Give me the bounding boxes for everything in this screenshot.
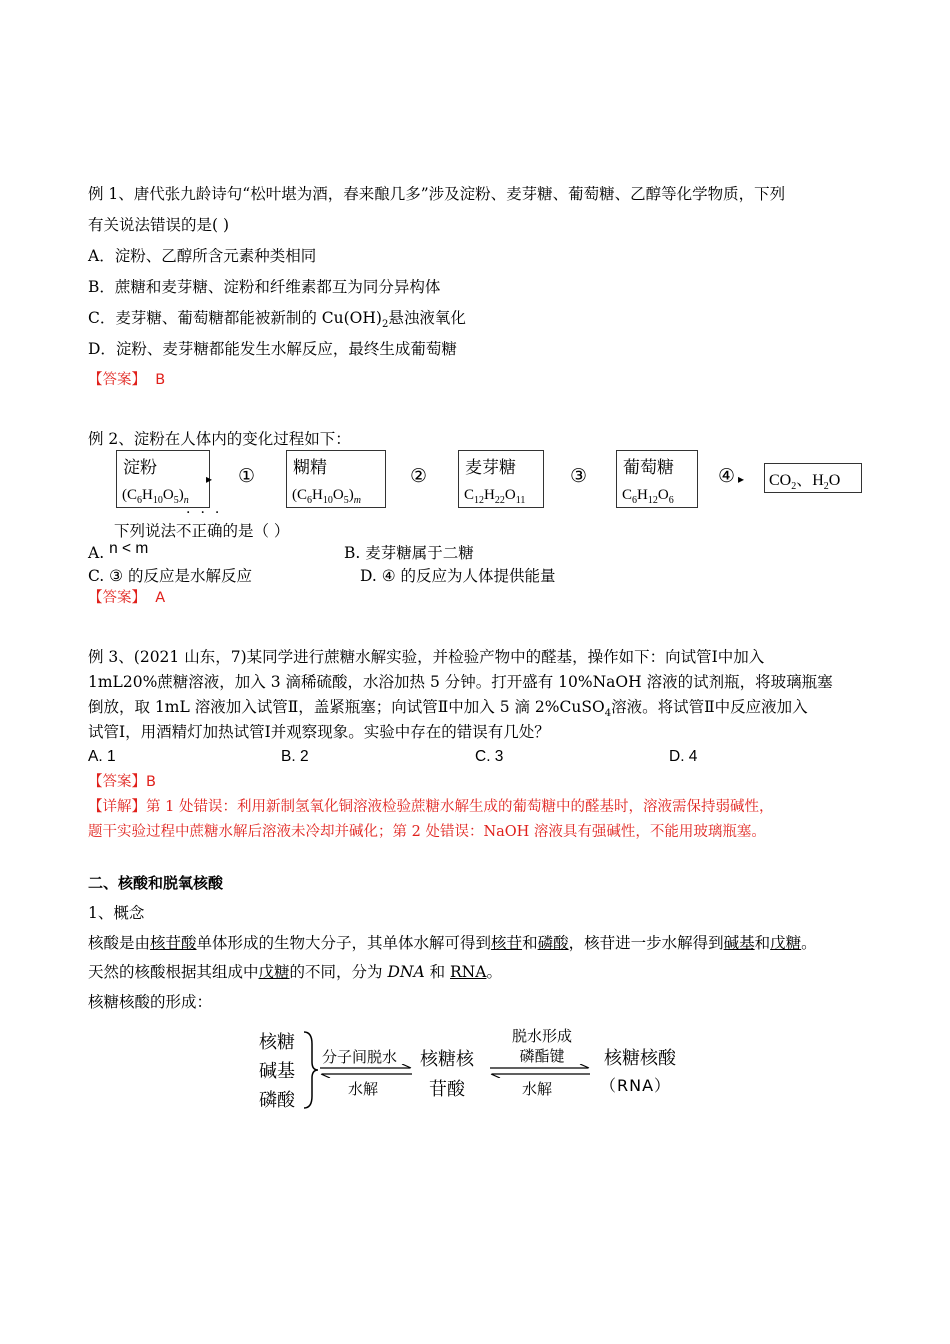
ex3-option-c: C. 3 [475, 748, 504, 765]
rna-formation-label: 核糖核酸的形成： [88, 993, 213, 1011]
ex2-option-a: A. n < m [88, 540, 149, 562]
reversible-arrow-icon [488, 1064, 592, 1078]
concept-paragraph-2: 天然的核酸根据其组成中戊糖的不同，分为 DNA 和 RNA。 [88, 963, 502, 981]
flow-box-glucose [616, 450, 698, 508]
arrow1-top-label: 分子间脱水 [322, 1048, 398, 1066]
nucleotide-line2: 苷酸 [429, 1079, 465, 1100]
step-2: ② [410, 465, 428, 487]
rna-components [259, 1028, 295, 1115]
product-formula: $CO_2$、$H_2O$ [769, 472, 841, 493]
component-phosphate: 磷酸 [259, 1090, 295, 1111]
ex3-option-b: B. 2 [281, 748, 309, 765]
flow-box-formula: $C_{12}H_{22}O_{11}$ [464, 487, 526, 506]
reversible-arrow-icon [318, 1064, 414, 1078]
concept-paragraph-1: 核酸是由核苷酸单体形成的生物大分子，其单体水解可得到核苷和磷酸，核苷进一步水解得到碱基和戊糖。 [88, 934, 817, 952]
ex1-stem-line2: 有关说法错误的是( ) [88, 216, 230, 234]
arrow1-bottom-label: 水解 [348, 1080, 379, 1098]
ex3-line4: 试管Ⅰ，用酒精灯加热试管Ⅰ并观察现象。实验中存在的错误有几处？ [88, 723, 550, 741]
flow-box-formula: $(C_6H_{10}O_5)_m$ [292, 487, 361, 506]
flow-box-formula: $(C_6H_{10}O_5)_n$ [122, 487, 189, 506]
arrow2-top-label [505, 1026, 579, 1066]
arrow2-top-line1: 脱水形成 [511, 1027, 572, 1045]
ex2-option-d: D. ④ 的反应为人体提供能量 [360, 567, 556, 585]
ex2-question: 下列说法不正确的是（ ） [114, 522, 290, 540]
flow-box-formula: $C_6H_{12}O_6$ [622, 487, 674, 506]
ex3-detail-line2: 题干实验过程中蔗糖水解后溶液未冷却并碱化；第 2 处错误：NaOH 溶液具有强碱性，不能用玻璃瓶塞。 [88, 824, 766, 840]
component-base: 碱基 [259, 1061, 295, 1082]
flow-box-label: 糊精 [293, 458, 327, 478]
section-heading: 二、核酸和脱氧核酸 [88, 874, 224, 892]
flow-box-dextrin [286, 450, 386, 508]
rna-abbr: （RNA） [600, 1076, 672, 1095]
flow-box-label: 麦芽糖 [465, 458, 516, 478]
ex1-option-c: C．麦芽糖、葡萄糖都能被新制的 $Cu(OH)_2$悬浊液氧化 [88, 309, 466, 331]
ex1-option-d: D．淀粉、麦芽糖都能发生水解反应，最终生成葡萄糖 [88, 340, 457, 358]
ex3-option-a: A. 1 [88, 748, 116, 765]
arrow2-bottom-label: 水解 [522, 1080, 553, 1098]
flow-box-product [764, 463, 862, 493]
step-3: ③ [570, 465, 588, 487]
flow-box-starch [116, 450, 213, 508]
ex3-line1: 例 3、(2021 山东，7)某同学进行蔗糖水解实验，并检验产物中的醛基，操作如下：向试管Ⅰ中加入 [88, 648, 765, 666]
ex3-line2: 1mL20%蔗糖溶液，加入 3 滴稀硫酸，水浴加热 5 分钟。打开盛有 10%NaOH 溶液的试剂瓶，将玻璃瓶塞 [88, 673, 833, 691]
ex1-stem-line1: 例 1、唐代张九龄诗句“松叶堪为酒，春来酿几多”涉及淀粉、麦芽糖、葡萄糖、乙醇等化学物质，下列 [88, 185, 786, 203]
arrow-head-icon: ▸ [738, 472, 745, 486]
ex2-answer: 【答案】 A [88, 590, 166, 606]
nucleotide-label [420, 1045, 474, 1105]
ex3-detail-line1: 【详解】第 1 处错误：利用新制氢氧化铜溶液检验蔗糖水解生成的葡萄糖中的醛基时，溶液需保持弱碱性， [88, 799, 774, 815]
ex3-answer: 【答案】B [88, 774, 156, 790]
ex2-option-c: C. ③ 的反应是水解反应 [88, 567, 252, 585]
flow-box-label: 淀粉 [123, 458, 157, 478]
rna-product: 核糖核酸 [604, 1048, 676, 1069]
ex2-stem: 例 2、淀粉在人体内的变化过程如下： [88, 430, 351, 448]
step-4: ④ [718, 465, 736, 487]
brace-icon [300, 1030, 320, 1110]
component-ribose: 核糖 [259, 1032, 295, 1053]
section-subheading: 1、概念 [88, 904, 145, 922]
ex2-option-b: B. 麦芽糖属于二糖 [344, 544, 474, 562]
nucleotide-line1: 核糖核 [420, 1049, 474, 1070]
ex1-option-b: B．蔗糖和麦芽糖、淀粉和纤维素都互为同分异构体 [88, 278, 441, 296]
flow-box-maltose [458, 450, 544, 508]
ex3-line3: 倒放，取 1mL 溶液加入试管Ⅱ，盖紧瓶塞；向试管Ⅱ中加入 5 滴 2%CuSO$_4$溶液。将试管Ⅱ中反应液加入 [88, 698, 808, 720]
dots-decoration: ··· [186, 505, 230, 521]
arrow-head-icon: ▸ [206, 472, 213, 486]
ex1-option-a: A．淀粉、乙醇所含元素种类相同 [88, 247, 317, 265]
arrow2-top-line2: 磷酯键 [519, 1047, 565, 1065]
ex3-option-d: D. 4 [669, 748, 698, 765]
flow-box-label: 葡萄糖 [623, 458, 674, 478]
step-1: ① [238, 465, 256, 487]
ex1-answer: 【答案】 B [88, 372, 166, 388]
